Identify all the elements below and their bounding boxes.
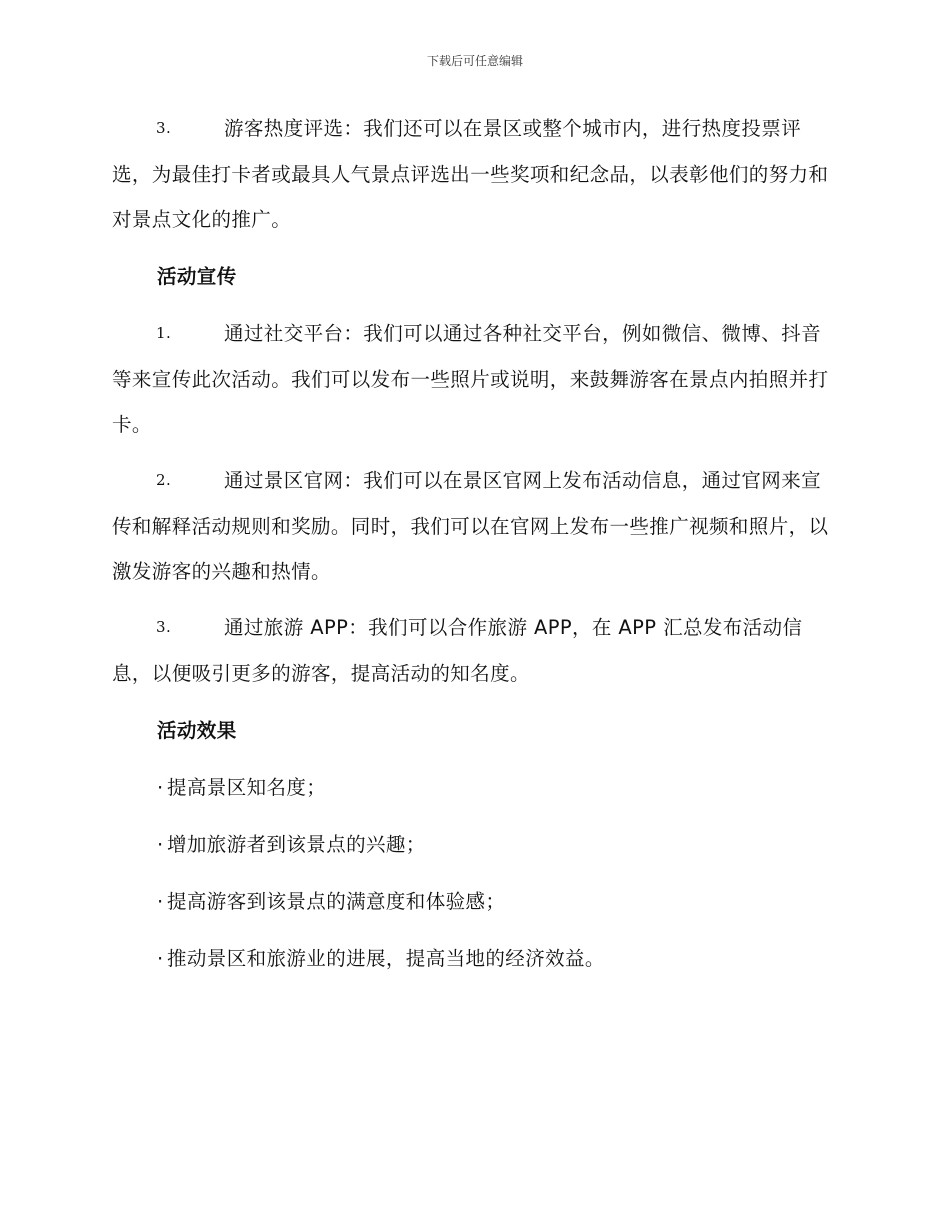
bullet-dot: · (157, 833, 164, 856)
item-number: 1. (156, 324, 172, 342)
bullet-text: 提高游客到该景点的满意度和体验感； (167, 890, 506, 913)
list-item (112, 458, 836, 595)
bullet-text: 推动景区和旅游业的进展，提高当地的经济效益。 (167, 947, 605, 970)
item-number: 3. (156, 119, 172, 137)
list-item (112, 106, 836, 243)
section-heading-effects: 活动效果 (157, 719, 237, 742)
bullet-item (157, 773, 326, 803)
item-text: 游客热度评选：我们还可以在景区或整个城市内，进行热度投票评选，为最佳打卡者或最具人气景点评选出一些奖项和纪念品，以表彰他们的努力和对景点文化的推广。 (112, 117, 829, 231)
page-header: 下载后可任意编辑 (426, 54, 523, 68)
bullet-dot: · (157, 947, 164, 970)
item-text: 通过景区官网：我们可以在景区官网上发布活动信息，通过官网来宣传和解释活动规则和奖励。同时，我们可以在官网上发布一些推广视频和照片，以激发游客的兴趣和热情。 (112, 469, 829, 583)
item-number: 2. (156, 471, 172, 489)
bullet-item (157, 944, 605, 974)
section-heading-promotion: 活动宣传 (157, 265, 237, 288)
item-text: 通过社交平台：我们可以通过各种社交平台，例如微信、微博、抖音等来宣传此次活动。我们可以发布一些照片或说明，来鼓舞游客在景点内拍照并打卡。 (112, 322, 829, 436)
bullet-item (157, 887, 505, 917)
bullet-text: 增加旅游者到该景点的兴趣； (167, 833, 426, 856)
bullet-item (157, 830, 426, 860)
bullet-dot: · (157, 776, 164, 799)
bullet-text: 提高景区知名度； (167, 776, 327, 799)
bullet-dot: · (157, 890, 164, 913)
list-item (112, 605, 836, 696)
item-number: 3. (156, 618, 172, 636)
list-item (112, 311, 836, 448)
item-text: 通过旅游 APP：我们可以合作旅游 APP，在 APP 汇总发布活动信息，以便吸引更多的游客，提高活动的知名度。 (112, 616, 803, 685)
